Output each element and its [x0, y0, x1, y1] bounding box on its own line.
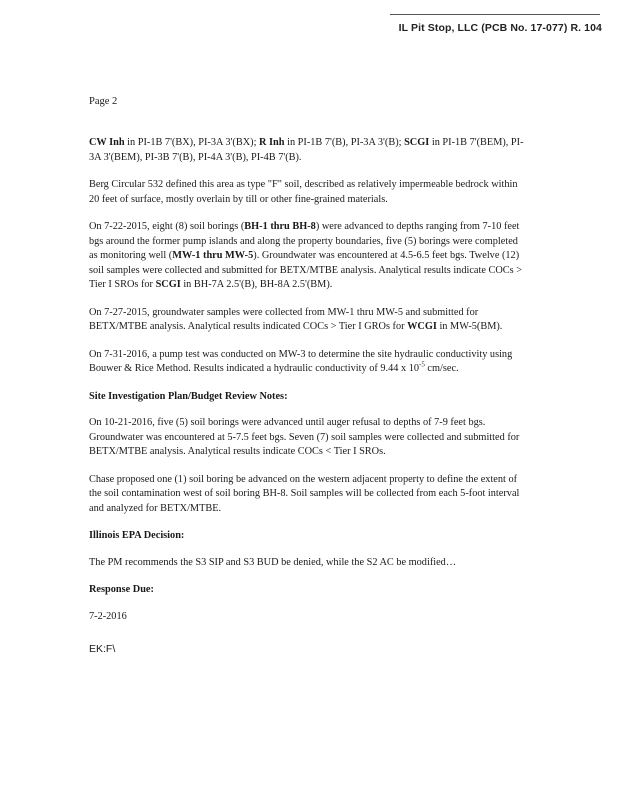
paragraph-investigation: On 10-21-2016, five (5) soil borings were advanced until auger refusal to depths of 7-9 feet bgs. Groundwater was encountered at 5-7.5 feet bgs. Seven (7) soil samples were collected and submitted for BETX/MTBE analysis. Analytical results indicate COCs < Tier I SROs. — [89, 417, 520, 457]
header-rule — [390, 14, 600, 15]
paragraph-exceedances: CW Inh in PI-1B 7'(BX), PI-3A 3'(BX); R Inh in PI-1B 7'(B), PI-3A 3'(B); SCGI in PI-1B 7'(BEM), PI-3A 3'(BEM), PI-3B 7'(B), PI-4A 3'(B), PI-4B 7'(B). — [89, 137, 524, 163]
heading-epa-decision: Illinois EPA Decision: — [89, 530, 185, 541]
paragraph-soil-type: Berg Circular 532 defined this area as type "F" soil, described as relatively impermeable bedrock within 20 feet of surface, mostly overlain by till or other fine-grained materials. — [89, 179, 518, 205]
paragraph-proposal: Chase proposed one (1) soil boring be advanced on the western adjacent property to define the extent of the soil contamination west of soil boring BH-8. Soil samples will be collected from each 5-foot interval and analyzed for BETX/MTBE. — [89, 473, 520, 514]
paragraph-groundwater: On 7-27-2015, groundwater samples were collected from MW-1 thru MW-5 and submitted for BETX/MTBE analysis. Analytical results indicated COCs > Tier I GROs for WCGI in MW-5(BM). — [89, 306, 503, 332]
heading-review-notes: Site Investigation Plan/Budget Review Notes: — [89, 390, 288, 402]
paragraph-pump-test: On 7-31-2016, a pump test was conducted on MW-3 to determine the site hydraulic conductivity using Bouwer & Rice Method. Results indicated a hydraulic conductivity of 9.44 x $10^{-5}$ cm/sec. — [89, 348, 513, 374]
document-body — [89, 136, 529, 657]
author-initials: EK:F\ — [89, 643, 116, 655]
paragraph-soil-borings: On 7-22-2015, eight (8) soil borings (BH-1 thru BH-8) were advanced to depths ranging from 7-10 feet bgs around the former pump islands and along the property boundaries, five (5) borings were completed as monitoring well (MW-1 thru MW-5). Groundwater was encountered at 4.5-6.5 feet bgs. Twelve (12) soil samples were collected and submitted for BETX/MTBE analysis. Analytical results indicate COCs > Tier I SROs for SCGI in BH-7A 2.5'(B), BH-8A 2.5'(BM). — [89, 221, 523, 290]
heading-response-due: Response Due: — [89, 584, 154, 595]
paragraph-recommendation: The PM recommends the S3 SIP and S3 BUD be denied, while the S2 AC be modified… — [89, 556, 457, 568]
due-date: 7-2-2016 — [89, 610, 127, 622]
page-number: Page 2 — [89, 96, 118, 107]
bates-citation: IL Pit Stop, LLC (PCB No. 17-077) R. 104 — [398, 22, 602, 34]
